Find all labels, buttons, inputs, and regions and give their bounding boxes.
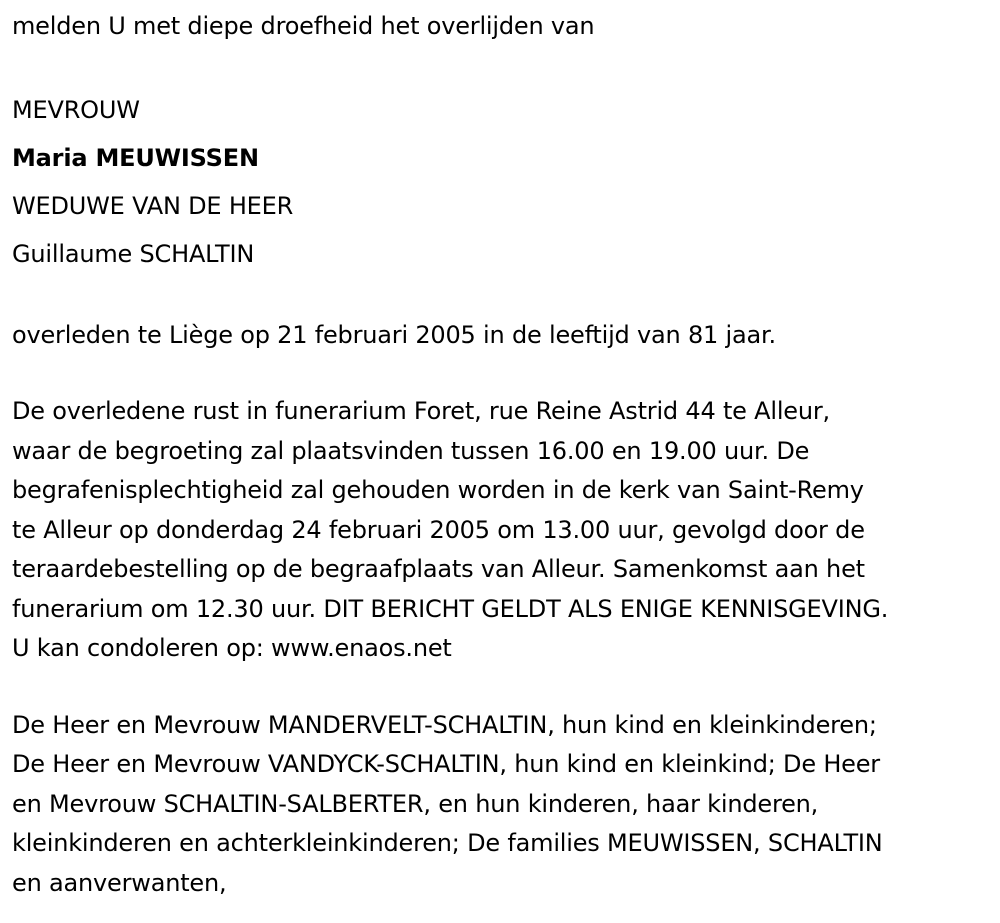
family-list [12,706,992,904]
funeral-line: waar de begroeting zal plaatsvinden tussen 16.00 en 19.00 uur. De [12,436,810,465]
death-notice: overleden te Liège op 21 februari 2005 in de leeftijd van 81 jaar. [12,321,776,349]
deceased-name: Maria MEUWISSEN [12,144,259,172]
spacer [12,50,992,86]
intro-text: melden U met diepe droefheid het overlijden van [12,12,595,40]
family-line: en aanverwanten, [12,868,227,897]
deceased-spouse: Guillaume SCHALTIN [12,240,255,268]
funeral-line: funerarium om 12.30 uur. DIT BERICHT GELDT ALS ENIGE KENNISGEVING. [12,594,889,623]
condolence-link: U kan condoleren op: www.enaos.net [12,634,452,662]
family-line: kleinkinderen en achterkleinkinderen; De families MEUWISSEN, SCHALTIN [12,829,883,857]
family-line: De Heer en Mevrouw MANDERVELT-SCHALTIN, hun kind en kleinkinderen; [12,710,877,739]
funeral-line: De overledene rust in funerarium Foret, rue Reine Astrid 44 te Alleur, [12,397,830,425]
family-line: De Heer en Mevrouw VANDYCK-SCHALTIN, hun kind en kleinkind; De Heer [12,750,880,778]
funeral-details [12,392,992,669]
spacer [12,669,992,706]
funeral-line: begrafenisplechtigheid zal gehouden worden in de kerk van Saint-Remy [12,476,864,504]
funeral-line: te Alleur op donderdag 24 februari 2005 om 13.00 uur, gevolgd door de [12,515,865,544]
funeral-line: teraardebestelling op de begraafplaats van Alleur. Samenkomst aan het [12,555,865,583]
spacer [12,356,992,392]
deceased-relation: WEDUWE VAN DE HEER [12,192,294,220]
deceased-title: MEVROUW [12,96,140,124]
family-line: en Mevrouw SCHALTIN-SALBERTER, en hun kinderen, haar kinderen, [12,789,819,818]
obituary-notice [12,0,992,903]
spacer [12,278,992,314]
